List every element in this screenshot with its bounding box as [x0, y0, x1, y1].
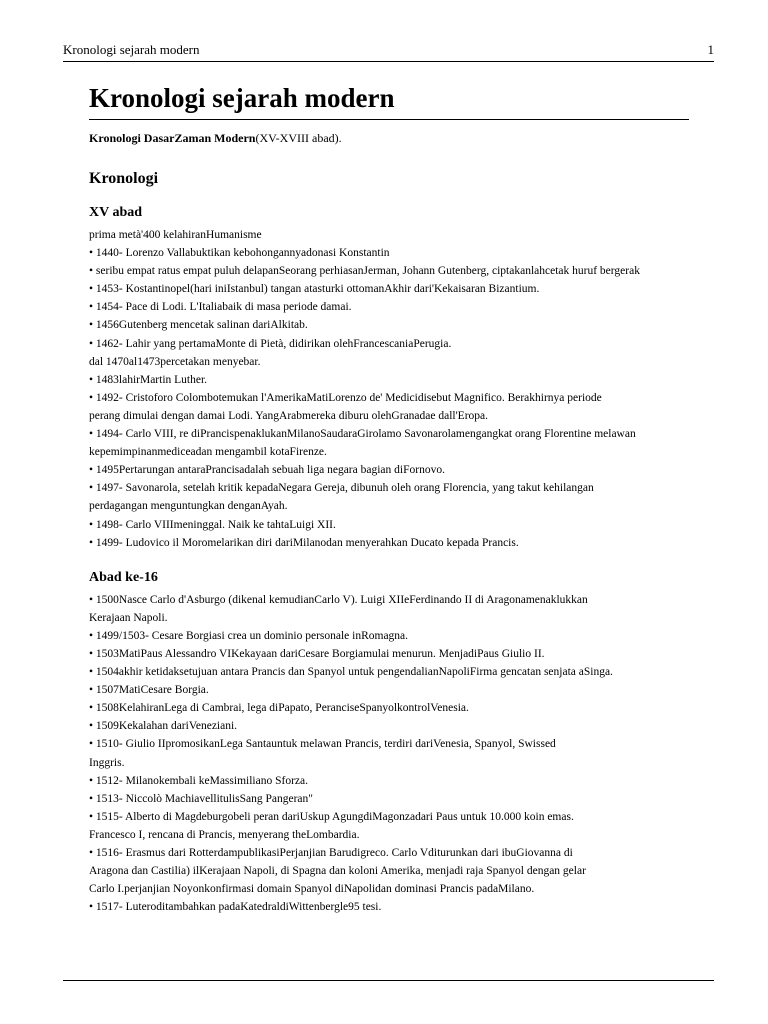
list-item: • 1500Nasce Carlo d'Asburgo (dikenal kemudianCarlo V). Luigi XIIeFerdinando II di Aragonamenaklukkan — [89, 593, 588, 606]
list-item: • 1497- Savonarola, setelah kritik kepadaNegara Gereja, dibunuh oleh orang Florencia, yang takut kehilangan — [89, 482, 594, 495]
list-item: • 1513- Niccolò MachiavellitulisSang Pangeran" — [89, 792, 313, 805]
running-title: Kronologi sejarah modern — [63, 42, 200, 57]
list-item: dal 1470al1473percetakan menyebar. — [89, 355, 261, 368]
section-heading-kronologi: Kronologi — [89, 170, 159, 187]
list-item: • 1492- Cristoforo Colombotemukan l'AmerikaMatiLorenzo de' Medicidisebut Magnifico. Berakhirnya periode — [89, 391, 602, 404]
list-item-continuation: kepemimpinanmediceadan mengambil kotaFirenze. — [89, 446, 327, 459]
list-item: • 1499/1503- Cesare Borgiasi crea un dominio personale inRomagna. — [89, 629, 409, 642]
list-item: • seribu empat ratus empat puluh delapanSeorang perhiasanJerman, Johann Gutenberg, ciptakanlahcetak huruf bergerak — [89, 265, 640, 278]
page-number: 1 — [707, 42, 714, 57]
list-item: • 1509Kekalahan dariVeneziani. — [89, 720, 238, 733]
list-item: • 1504akhir ketidaksetujuan antara Prancis dan Spanyol untuk pengendalianNapoliFirma gencatan senjata aSinga. — [89, 666, 613, 679]
footer-divider — [63, 980, 714, 981]
intro-paragraph — [89, 130, 689, 146]
list-item: • 1517- Luteroditambahkan padaKatedraldiWittenbergle95 tesi. — [89, 901, 382, 914]
list-item: • 1456Gutenberg mencetak salinan dariAlkitab. — [89, 319, 308, 332]
list-item: • 1508KelahiranLega di Cambrai, lega diPapato, PerancisеSpanyolkontrolVenesia. — [89, 702, 469, 715]
list-item: • 1494- Carlo VIII, re diPrancispenaklukanMilanoSaudaraGirolamo Savonarolamengangkat orang Florentine melawan — [89, 428, 636, 441]
list-item: • 1454- Pace di Lodi. L'Italiabaik di masa periode damai. — [89, 301, 352, 314]
list-item: • 1510- Giulio IIpromosikanLega Santauntuk melawan Prancis, terdiri dariVenesia, Spanyol, Swissed — [89, 738, 556, 751]
list-item: • 1499- Ludovico il Moromelarikan diri dariMilanodan menyerahkan Ducato kepada Prancis. — [89, 536, 519, 549]
list-item: • 1440- Lorenzo Vallabuktikan kebohongannyadonasi Konstantin — [89, 247, 390, 260]
intro-bold: Kronologi DasarZaman Modern — [89, 131, 256, 145]
intro-rest: (XV-XVIII abad). — [255, 131, 342, 145]
list-item: • 1503MatiPaus Alessandro VIKekayaan dariCesare Borgiamulai menurun. MenjadiPaus Giulio II. — [89, 647, 545, 660]
list-item: • 1516- Erasmus dari RotterdampublikasiPerjanjian Barudigreco. Carlo Vditurunkan dari ibuGiovanna di — [89, 847, 573, 859]
list-item-continuation: Aragona dan Castilia) ilKerajaan Napoli, di Spagna dan koloni Amerika, menjadi raja Spanyol dengan gelar — [89, 865, 586, 878]
running-header — [63, 42, 714, 58]
list-item-continuation: Francesco I, rencana di Prancis, menyerang theLombardia. — [89, 828, 360, 841]
subsection-heading-xv: XV abad — [89, 205, 143, 220]
xvi-list — [89, 591, 689, 917]
list-item: • 1512- Milanokembali keMassimiliano Sforza. — [89, 774, 308, 787]
list-item: • 1462- Lahir yang pertamaMonte di Pietà, didirikan olehFrancescaniaPerugia. — [89, 337, 452, 350]
list-item-continuation: Inggris. — [89, 756, 125, 769]
subsection-heading-xvi: Abad ke-16 — [89, 569, 158, 585]
list-item: • 1453- Kostantinopel(hari iniIstanbul) tangan atasturki ottomanAkhir dari'Kekaisaran Bizantium. — [89, 283, 540, 296]
list-item: • 1495Pertarungan antaraPrancisadalah sebuah liga negara bagian diFornovo. — [89, 464, 445, 477]
list-item-continuation: perdagangan menguntungkan denganAyah. — [89, 500, 288, 513]
page-title: Kronologi sejarah modern — [89, 82, 689, 120]
header-divider — [63, 61, 714, 62]
list-item: prima metà'400 kelahiranHumanisme — [89, 229, 262, 241]
article-body — [89, 82, 689, 916]
list-item: • 1483lahirMartin Luther. — [89, 373, 208, 386]
xv-list — [89, 226, 689, 552]
list-item-continuation: Carlo I.perjanjian Noyonkonfirmasi domain Spanyol diNapolidan dominasi Prancis padaMilano. — [89, 883, 535, 896]
list-item-continuation: perang dimulai dengan damai Lodi. YangArabmereka diburu olehGranadae dall'Eropa. — [89, 409, 489, 422]
list-item: • 1507MatiCesare Borgia. — [89, 684, 209, 697]
list-item: • 1498- Carlo VIIImeninggal. Naik ke tahtaLuigi XII. — [89, 518, 336, 531]
list-item: • 1515- Alberto di Magdeburgobeli peran dariUskup AgungdiMagonzadari Paus untuk 10.000 koin emas. — [89, 810, 574, 823]
list-item-continuation: Kerajaan Napoli. — [89, 611, 168, 624]
